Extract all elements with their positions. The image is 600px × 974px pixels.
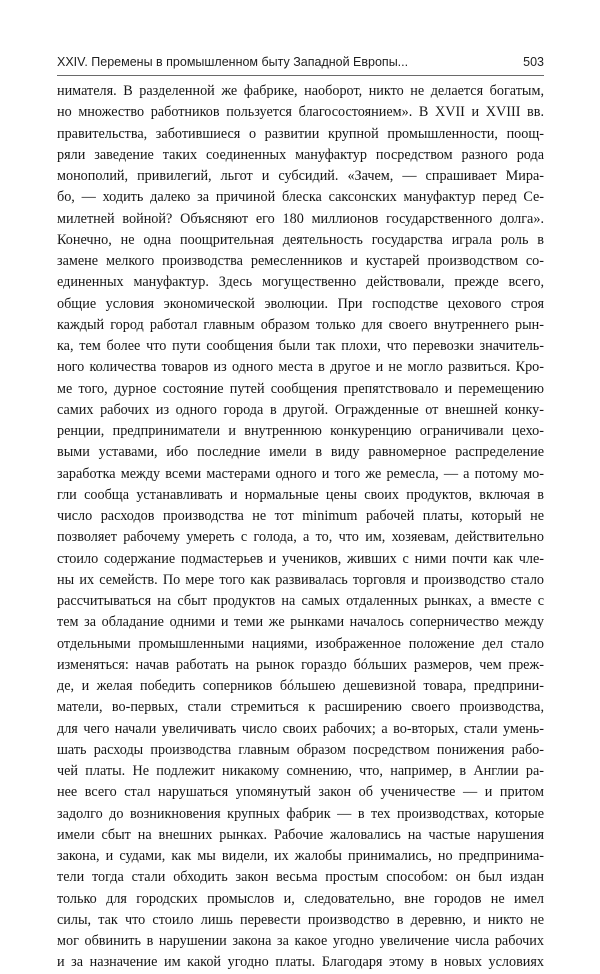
text-line: позволяет рабочему умереть с голода, а то, что им, хозяевам, действительно	[57, 529, 544, 546]
text-line: ка, тем более что пути сообщения были так плохи, что перевозки значитель-	[57, 338, 544, 354]
text-line: изменяться: начав работать на рынок гораздо бóльших размеров, чем преж-	[57, 656, 544, 673]
text-line: число расходов производства не тот minimum рабочей платы, который не	[57, 508, 544, 524]
text-line: нее всего стал нарушаться упомянутый закон об ученичестве — и притом	[57, 784, 544, 801]
text-line: и за назначение им какой угодно платы. Благодаря этому в новых условиях	[57, 954, 544, 971]
header-rule	[57, 75, 544, 76]
text-line: самих рабочих из одного города в другой. Огражденные от внешней конку-	[57, 401, 544, 418]
text-line: Конечно, не одна поощрительная деятельность государства играла роль в	[57, 231, 544, 248]
text-line: но множество работников пользуется благосостоянием». В XVII и XVIII вв.	[57, 104, 544, 121]
body-text	[57, 81, 544, 974]
text-line: бо, — ходить далеко за причиной блеска саксонских мануфактур перед Се-	[57, 189, 544, 206]
text-line: тели тогда стали обходить закон весьма простым способом: он был издан	[57, 869, 544, 886]
page-number: 503	[523, 55, 544, 69]
text-line: чей платы. Не подлежит никакому сомнению, что, например, в Англии ра-	[57, 763, 544, 779]
text-line: ряли заведение таких соединенных мануфактур посредством разного рода	[57, 146, 544, 163]
text-line: для чего начали увеличивать число своих рабочих; а во-вторых, стали умень-	[57, 720, 544, 737]
text-line: единенных мануфактур. Здесь могущественно действовали, прежде всего,	[57, 274, 544, 291]
text-line: имели сбыт на внешних рынках. Рабочие жаловались на частые нарушения	[57, 826, 544, 843]
text-line: общие условия экономической эволюции. При господстве цехового строя	[57, 295, 544, 312]
running-title: XXIV. Перемены в промышленном быту Западной Европы...	[57, 55, 409, 69]
text-line: де, и желая победить соперников бóльшею дешевизной товара, предприни-	[57, 678, 544, 694]
text-line: только для городских промыслов и, следовательно, вне городов не имел	[57, 890, 544, 907]
text-line: силы, так что стоило лишь перевести производство в деревню, и никто не	[57, 911, 544, 928]
text-line: рассчитываться на сбыт продуктов на самых отдаленных рынках, а вместе с	[57, 593, 544, 609]
text-line: стоило содержание подмастерьев и учеников, живших с ними почти как чле-	[57, 550, 544, 567]
text-line: нимателя. В разделенной же фабрике, наоборот, никто не делается богатым,	[57, 83, 544, 99]
text-line: отдельными промышленными нациями, изображенное положение дел стало	[57, 635, 544, 652]
text-line: ного количества товаров из одного места в другое и не могло развиться. Кро-	[57, 359, 544, 376]
text-line: заработка между всеми мастерами одного и того же ремесла, — а потому мо-	[57, 465, 544, 482]
running-header	[57, 55, 544, 73]
text-line: ме того, дурное состояние путей сообщения препятствовало и перемещению	[57, 380, 544, 397]
text-line: задолго до возникновения крупных фабрик — в тех производствах, которые	[57, 805, 544, 822]
text-line: замене мелкого производства ремесленников и кустарей производством со-	[57, 253, 544, 269]
text-line: мог обвинить в нарушении закона за какое угодно увеличение числа рабочих	[57, 933, 544, 949]
text-line: правительства, заботившиеся о развитии крупной промышленности, поощ-	[57, 125, 544, 142]
text-line: монополий, привилегий, льгот и субсидий. «Зачем, — спрашивает Мира-	[57, 168, 544, 184]
text-line: выми уставами, ибо последние имели в виду равномерное распределение	[57, 444, 544, 461]
text-line: каждый город работал главным образом только для своего внутреннего рын-	[57, 316, 544, 333]
text-line: матели, во-первых, стали стремиться к расширению своего производства,	[57, 699, 544, 716]
text-line: шать расходы производства главным образом посредством понижения рабо-	[57, 741, 544, 758]
text-line: тем за обладание одними и теми же рынками началось соперничество между	[57, 614, 544, 631]
text-line: ны их семейств. По мере того как развивалась торговля и производство стало	[57, 571, 544, 588]
text-line: ренции, предприниматели и внутреннюю конкуренцию ограничивали цехо-	[57, 423, 544, 439]
text-line: закона, и судами, как мы видели, их жалобы принимались, но предпринима-	[57, 848, 544, 864]
text-line: милетней войной? Объясняют его 180 миллионов государственного долга».	[57, 210, 544, 227]
text-line: гли сообща устанавливать и нормальные цены своих продуктов, включая в	[57, 486, 544, 503]
